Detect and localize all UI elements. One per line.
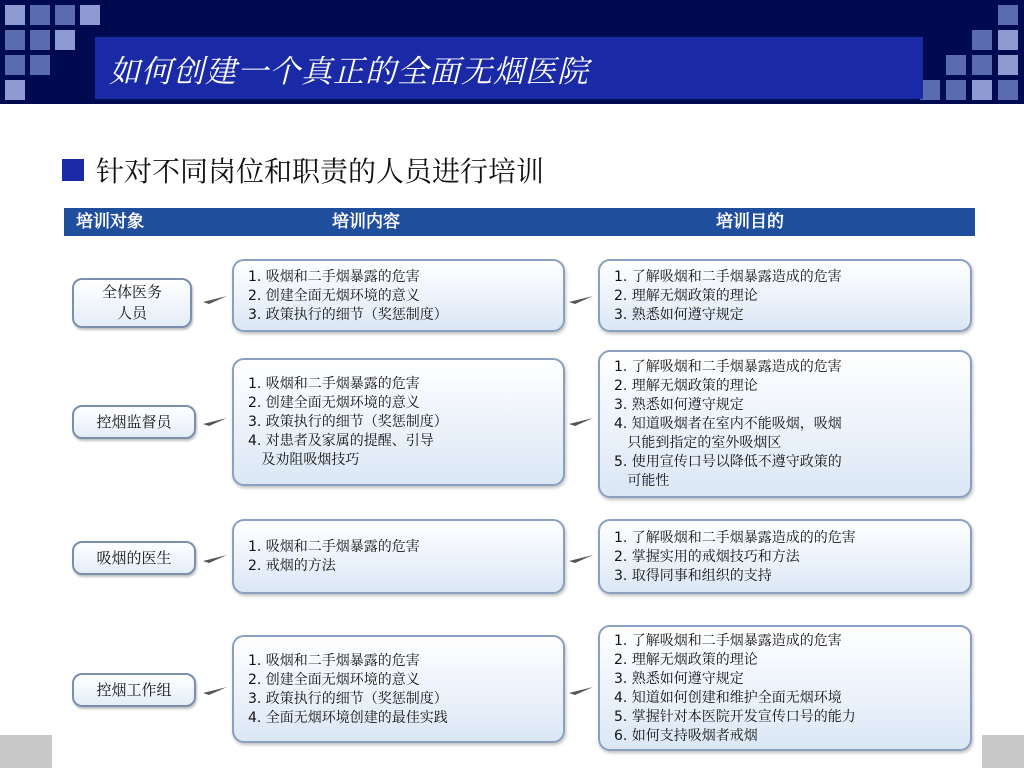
purpose-line: 1. 了解吸烟和二手烟暴露造成的危害 [614, 632, 842, 649]
purpose-box [598, 259, 972, 332]
subtitle [62, 150, 544, 190]
purpose-line: 3. 熟悉如何遵守规定 [614, 306, 744, 323]
arrow-icon [569, 294, 593, 304]
content-line: 3. 政策执行的细节（奖惩制度） [248, 690, 448, 707]
purpose-line: 1. 了解吸烟和二手烟暴露造成的的危害 [614, 529, 856, 546]
decorative-square [5, 55, 25, 75]
decorative-square [55, 30, 75, 50]
arrow-icon [203, 416, 227, 426]
page-title: 如何创建一个真正的全面无烟医院 [109, 53, 589, 90]
role-box [72, 278, 192, 328]
role-label: 全体医务人员 [101, 283, 162, 322]
decorative-square [972, 55, 992, 75]
role-box [72, 405, 196, 439]
purpose-line: 1. 了解吸烟和二手烟暴露造成的危害 [614, 359, 842, 375]
content-line: 2. 戒烟的方法 [248, 558, 336, 574]
decorative-square [30, 55, 50, 75]
purpose-line: 可能性 [614, 473, 670, 489]
content-line: 2. 创建全面无烟环境的意义 [248, 287, 420, 304]
decorative-square [5, 30, 25, 50]
role-label: 控烟工作组 [96, 680, 172, 699]
decorative-square [5, 80, 25, 100]
arrow-icon [569, 416, 593, 426]
arrow-icon [203, 685, 227, 695]
purpose-box [598, 625, 972, 751]
content-line: 1. 吸烟和二手烟暴露的危害 [248, 376, 420, 392]
decorative-square [998, 30, 1018, 50]
decorative-square [946, 55, 966, 75]
content-line: 2. 创建全面无烟环境的意义 [248, 671, 420, 688]
content-line: 及劝阻吸烟技巧 [248, 452, 360, 468]
column-header-content: 培训内容 [332, 212, 400, 232]
decorative-square [920, 80, 940, 100]
role-box [72, 673, 196, 707]
purpose-line: 3. 熟悉如何遵守规定 [614, 670, 744, 687]
purpose-line: 4. 知道吸烟者在室内不能吸烟，吸烟 [614, 416, 842, 432]
decorative-square [946, 80, 966, 100]
content-line: 2. 创建全面无烟环境的意义 [248, 395, 420, 411]
decorative-square [998, 80, 1018, 100]
column-header-purpose: 培训目的 [716, 212, 784, 232]
decorative-square [5, 5, 25, 25]
arrow-icon [569, 685, 593, 695]
content-box [232, 259, 565, 332]
content-box [232, 635, 565, 743]
decorative-square [30, 5, 50, 25]
role-box [72, 541, 196, 575]
purpose-line: 只能到指定的室外吸烟区 [614, 435, 782, 451]
decorative-square [998, 5, 1018, 25]
arrow-icon [203, 553, 227, 563]
purpose-line: 2. 理解无烟政策的理论 [614, 378, 758, 394]
column-header-role: 培训对象 [76, 212, 144, 232]
purpose-box [598, 519, 972, 594]
purpose-line: 3. 熟悉如何遵守规定 [614, 397, 744, 413]
content-line: 3. 政策执行的细节（奖惩制度） [248, 306, 448, 323]
content-line: 1. 吸烟和二手烟暴露的危害 [248, 268, 420, 285]
decorative-square [972, 80, 992, 100]
purpose-line: 5. 掌握针对本医院开发宣传口号的能力 [614, 708, 856, 725]
title-bar [95, 37, 923, 99]
purpose-line: 1. 了解吸烟和二手烟暴露造成的危害 [614, 268, 842, 285]
content-line: 1. 吸烟和二手烟暴露的危害 [248, 652, 420, 669]
decorative-square [80, 5, 100, 25]
table-header [64, 208, 975, 236]
purpose-line: 6. 如何支持吸烟者戒烟 [614, 727, 758, 744]
decorative-square [30, 30, 50, 50]
square-bullet-icon [62, 159, 84, 181]
content-line: 3. 政策执行的细节（奖惩制度） [248, 414, 448, 430]
arrow-icon [203, 294, 227, 304]
subtitle-text: 针对不同岗位和职责的人员进行培训 [96, 155, 545, 188]
content-line: 4. 对患者及家属的提醒、引导 [248, 433, 434, 449]
role-label: 吸烟的医生 [96, 548, 172, 567]
purpose-line: 2. 理解无烟政策的理论 [614, 651, 758, 668]
purpose-line: 3. 取得同事和组织的支持 [614, 567, 772, 584]
content-line: 1. 吸烟和二手烟暴露的危害 [248, 539, 420, 555]
purpose-box [598, 350, 972, 498]
decorative-square [998, 55, 1018, 75]
arrow-icon [569, 553, 593, 563]
content-line: 4. 全面无烟环境创建的最佳实践 [248, 709, 448, 726]
purpose-line: 2. 理解无烟政策的理论 [614, 287, 758, 304]
purpose-line: 4. 知道如何创建和维护全面无烟环境 [614, 689, 842, 706]
decorative-square [972, 30, 992, 50]
role-label: 控烟监督员 [96, 412, 172, 431]
purpose-line: 2. 掌握实用的戒烟技巧和方法 [614, 548, 800, 565]
purpose-line: 5. 使用宣传口号以降低不遵守政策的 [614, 454, 842, 470]
decorative-square [55, 5, 75, 25]
content-box [232, 358, 565, 486]
content-box [232, 519, 565, 594]
